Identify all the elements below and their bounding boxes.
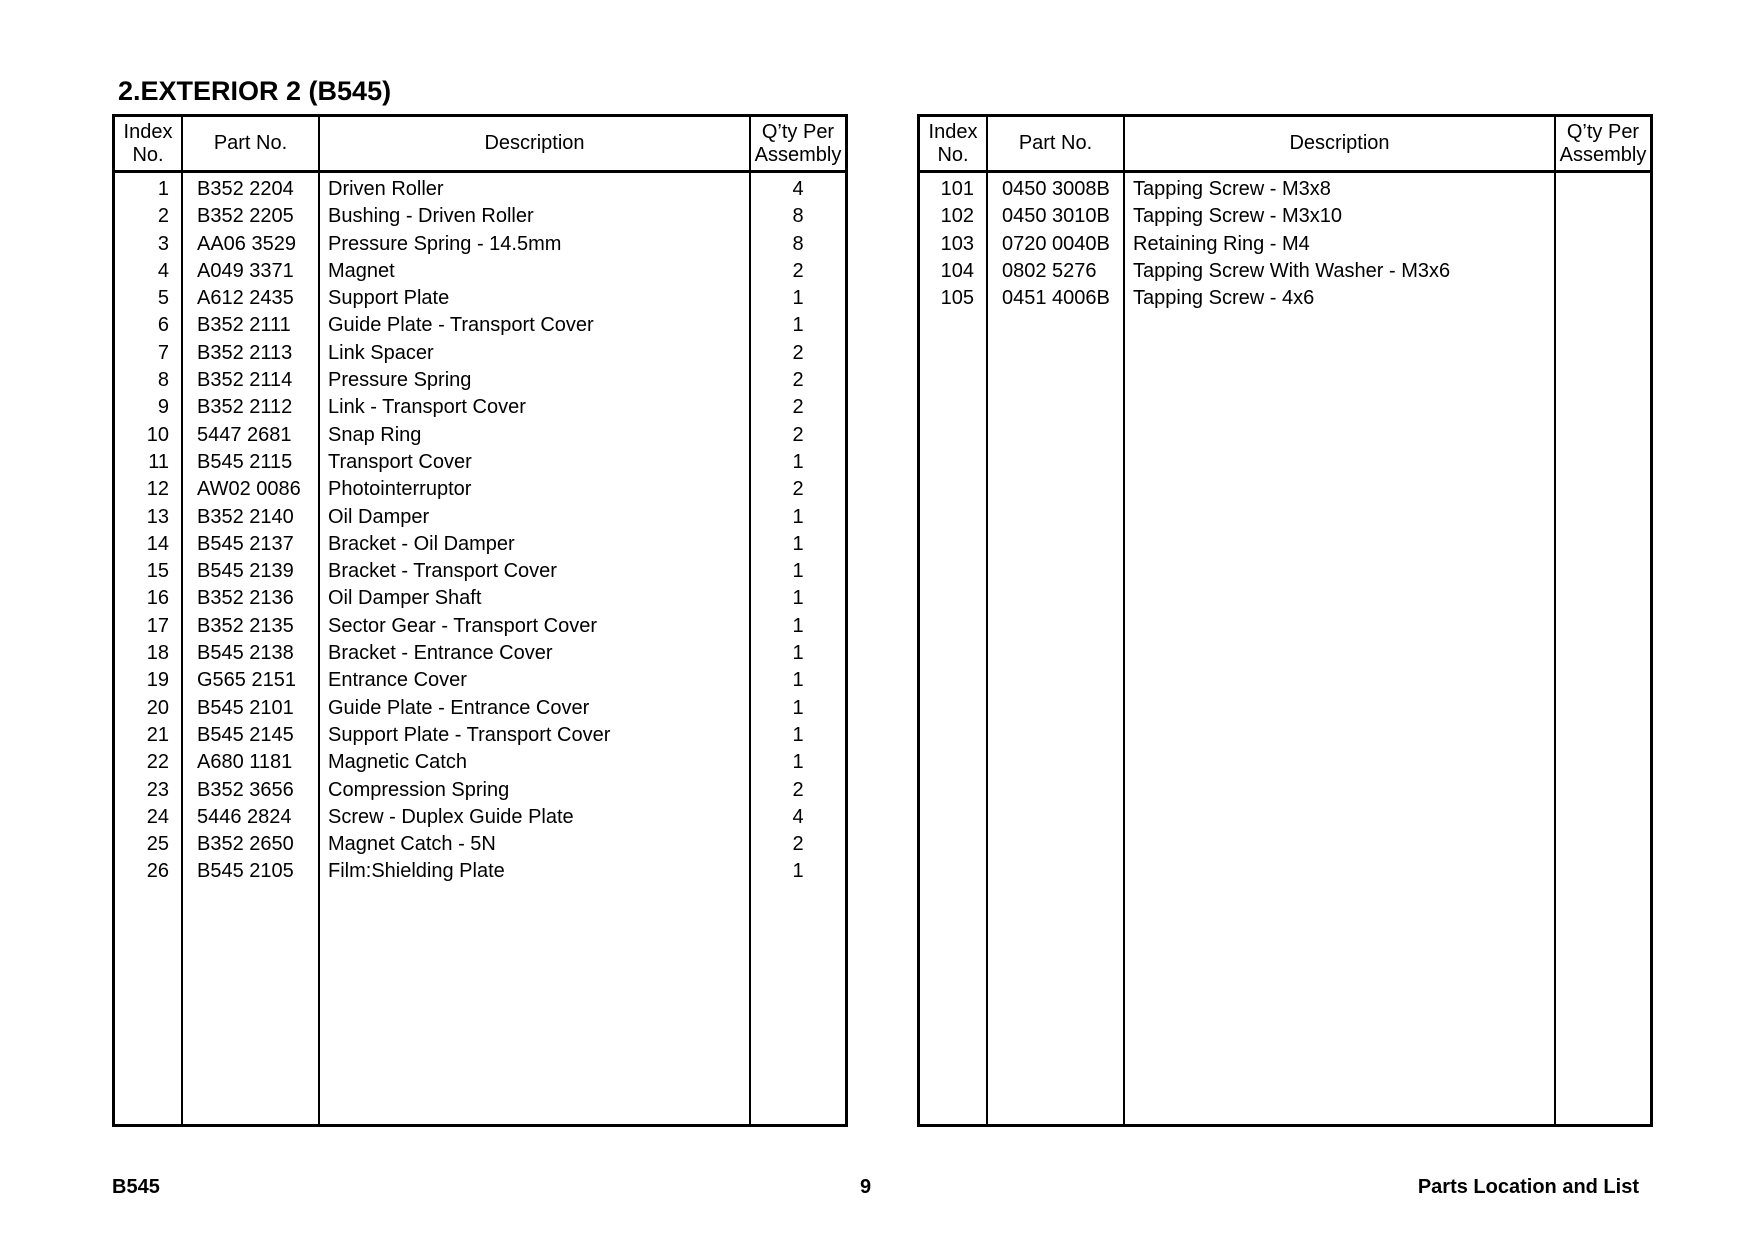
cell-index: 11 [148, 450, 169, 473]
cell-qty: 8 [792, 205, 804, 228]
cell-index: 103 [940, 232, 974, 255]
cell-description: Magnet Catch - 5N [328, 833, 496, 856]
cell-qty: 1 [792, 314, 804, 337]
table-row [115, 203, 845, 230]
table-row [115, 476, 845, 503]
cell-qty [1556, 285, 1650, 312]
cell-index: 102 [940, 205, 974, 228]
cell-part-no: B352 2114 [197, 369, 293, 392]
table-row [115, 231, 845, 258]
cell-index: 5 [157, 287, 169, 310]
cell-part-no: A612 2435 [197, 287, 294, 310]
cell-description: Link - Transport Cover [328, 396, 526, 419]
cell-description: Magnetic Catch [328, 751, 467, 774]
cell-part-no: B545 2137 [197, 532, 294, 555]
cell-part-no: 0720 0040B [1002, 232, 1110, 255]
table-row [115, 312, 845, 339]
cell-qty: 2 [792, 396, 804, 419]
header-qty [1556, 117, 1650, 170]
cell-index: 105 [940, 287, 974, 310]
cell-part-no: B545 2101 [197, 696, 294, 719]
cell-description: Support Plate - Transport Cover [328, 723, 611, 746]
cell-qty: 2 [792, 833, 804, 856]
cell-qty [1556, 176, 1650, 203]
table-row [115, 285, 845, 312]
cell-part-no: B352 2136 [197, 587, 294, 610]
cell-part-no: 5446 2824 [197, 805, 292, 828]
cell-description: Film:Shielding Plate [328, 860, 505, 883]
cell-part-no: 0450 3010B [1002, 205, 1110, 228]
parts-list-right [920, 176, 1650, 312]
footer-page-number: 9 [860, 1176, 872, 1198]
footer-model: B545 [112, 1176, 160, 1198]
cell-qty: 4 [792, 805, 804, 828]
cell-index: 20 [146, 696, 169, 719]
cell-index: 9 [157, 396, 169, 419]
header-divider [920, 170, 1650, 173]
cell-index: 104 [940, 259, 974, 282]
cell-index: 10 [146, 423, 169, 446]
cell-part-no: B352 2650 [197, 833, 294, 856]
table-row [115, 613, 845, 640]
header-qty-line1: Q’ty Per [761, 120, 835, 143]
cell-qty: 1 [792, 560, 804, 583]
table-row [115, 667, 845, 694]
cell-index: 14 [146, 532, 169, 555]
parts-table-left [112, 114, 848, 1127]
cell-description: Pressure Spring - 14.5mm [328, 232, 562, 255]
cell-index: 23 [146, 778, 169, 801]
cell-part-no: B545 2115 [197, 450, 293, 473]
table-row [115, 504, 845, 531]
cell-qty: 4 [792, 178, 804, 200]
cell-part-no: B545 2145 [197, 723, 294, 746]
cell-part-no: 0451 4006B [1002, 287, 1110, 310]
cell-description: Entrance Cover [328, 669, 467, 692]
table-row [920, 176, 1650, 203]
cell-description: Tapping Screw With Washer - M3x6 [1133, 259, 1451, 282]
table-row [115, 858, 845, 885]
cell-description: Tapping Screw - M3x8 [1133, 178, 1331, 200]
header-description: Description [1289, 132, 1390, 154]
cell-part-no: B352 2135 [197, 614, 294, 637]
table-row [115, 695, 845, 722]
cell-index: 19 [146, 669, 169, 692]
header-index-line2: No. [132, 143, 164, 166]
cell-index: 25 [146, 833, 169, 856]
cell-index: 8 [157, 369, 169, 392]
header-part-no: Part No. [1018, 132, 1093, 154]
table-row [115, 367, 845, 394]
cell-index: 15 [146, 560, 169, 583]
cell-description: Tapping Screw - M3x10 [1133, 205, 1342, 228]
cell-description: Retaining Ring - M4 [1133, 232, 1310, 255]
cell-index: 17 [146, 614, 169, 637]
cell-index: 26 [146, 860, 169, 883]
table-row [115, 640, 845, 667]
cell-part-no: B352 2112 [197, 396, 293, 419]
cell-index: 16 [146, 587, 169, 610]
table-row [920, 203, 1650, 230]
cell-part-no: 0802 5276 [1002, 259, 1097, 282]
cell-description: Bracket - Transport Cover [328, 560, 557, 583]
cell-description: Bracket - Entrance Cover [328, 642, 553, 665]
cell-qty: 1 [792, 614, 804, 637]
cell-part-no: B352 2204 [197, 178, 294, 200]
header-index [920, 117, 986, 170]
cell-index: 3 [157, 232, 169, 255]
cell-qty: 1 [792, 450, 804, 473]
cell-description: Bushing - Driven Roller [328, 205, 534, 228]
cell-qty: 1 [792, 669, 804, 692]
table-row [115, 777, 845, 804]
cell-part-no: 5447 2681 [197, 423, 292, 446]
cell-qty: 1 [792, 696, 804, 719]
cell-part-no: B352 2111 [197, 314, 291, 337]
cell-qty [1556, 258, 1650, 285]
header-description: Description [484, 132, 585, 154]
header-part-no: Part No. [213, 132, 288, 154]
cell-qty: 1 [792, 587, 804, 610]
cell-description: Guide Plate - Entrance Cover [328, 696, 590, 719]
cell-index: 2 [157, 205, 169, 228]
cell-index: 13 [146, 505, 169, 528]
header-index [115, 117, 181, 170]
table-row [115, 558, 845, 585]
table-row [115, 449, 845, 476]
cell-index: 24 [146, 805, 169, 828]
cell-qty: 2 [792, 369, 804, 392]
cell-description: Driven Roller [328, 178, 444, 200]
cell-description: Screw - Duplex Guide Plate [328, 805, 574, 828]
cell-description: Sector Gear - Transport Cover [328, 614, 597, 637]
cell-index: 7 [157, 341, 169, 364]
cell-qty: 1 [792, 751, 804, 774]
table-row [115, 804, 845, 831]
header-qty-line2: Assembly [754, 143, 842, 166]
cell-description: Oil Damper [328, 505, 430, 528]
parts-list-left [115, 176, 845, 886]
cell-index: 6 [157, 314, 169, 337]
header-qty [751, 117, 845, 170]
table-row [115, 831, 845, 858]
cell-qty: 1 [792, 287, 804, 310]
cell-part-no: 0450 3008B [1002, 178, 1110, 200]
table-row [115, 176, 845, 203]
table-row [115, 340, 845, 367]
cell-part-no: B545 2139 [197, 560, 294, 583]
cell-qty [1556, 203, 1650, 230]
table-row [115, 749, 845, 776]
cell-qty: 1 [792, 860, 804, 883]
cell-part-no: B352 2205 [197, 205, 294, 228]
cell-qty: 1 [792, 505, 804, 528]
header-index-line1: Index [123, 120, 173, 143]
table-row [115, 531, 845, 558]
cell-part-no: B352 3656 [197, 778, 294, 801]
cell-part-no: B352 2140 [197, 505, 294, 528]
cell-qty: 1 [792, 723, 804, 746]
table-row [115, 585, 845, 612]
page-title: 2.EXTERIOR 2 (B545) [118, 76, 392, 106]
cell-description: Support Plate [328, 287, 450, 310]
cell-qty: 1 [792, 532, 804, 555]
cell-qty: 2 [792, 259, 804, 282]
cell-description: Magnet [328, 259, 395, 282]
cell-index: 18 [146, 642, 169, 665]
cell-description: Tapping Screw - 4x6 [1133, 287, 1315, 310]
table-row [115, 258, 845, 285]
cell-part-no: A680 1181 [197, 751, 293, 774]
cell-qty: 2 [792, 478, 804, 501]
header-divider [115, 170, 845, 173]
cell-part-no: B545 2105 [197, 860, 294, 883]
cell-index: 22 [146, 751, 169, 774]
cell-qty: 1 [792, 642, 804, 665]
cell-qty: 2 [792, 341, 804, 364]
footer-section: Parts Location and List [1417, 1176, 1639, 1198]
cell-index: 101 [940, 178, 974, 200]
header-qty-line1: Q’ty Per [1566, 120, 1640, 143]
table-row [920, 285, 1650, 312]
cell-part-no: AW02 0086 [197, 478, 301, 501]
cell-qty: 2 [792, 423, 804, 446]
cell-description: Oil Damper Shaft [328, 587, 482, 610]
table-row [115, 722, 845, 749]
cell-part-no: G565 2151 [197, 669, 296, 692]
cell-description: Guide Plate - Transport Cover [328, 314, 594, 337]
cell-index: 12 [146, 478, 169, 501]
table-row [920, 231, 1650, 258]
cell-index: 1 [157, 178, 169, 200]
header-index-line2: No. [937, 143, 969, 166]
parts-table-right [917, 114, 1653, 1127]
cell-description: Transport Cover [328, 450, 472, 473]
cell-qty: 8 [792, 232, 804, 255]
table-row [115, 394, 845, 421]
cell-index: 4 [157, 259, 169, 282]
cell-part-no: AA06 3529 [197, 232, 296, 255]
cell-description: Compression Spring [328, 778, 510, 801]
cell-description: Link Spacer [328, 341, 434, 364]
header-index-line1: Index [928, 120, 978, 143]
cell-description: Bracket - Oil Damper [328, 532, 515, 555]
cell-description: Pressure Spring [328, 369, 472, 392]
table-row [115, 422, 845, 449]
cell-index: 21 [146, 723, 169, 746]
cell-qty [1556, 231, 1650, 258]
cell-description: Snap Ring [328, 423, 422, 446]
cell-part-no: B352 2113 [197, 341, 293, 364]
cell-part-no: B545 2138 [197, 642, 294, 665]
header-qty-line2: Assembly [1559, 143, 1647, 166]
cell-description: Photointerruptor [328, 478, 472, 501]
cell-qty: 2 [792, 778, 804, 801]
table-row [920, 258, 1650, 285]
cell-part-no: A049 3371 [197, 259, 294, 282]
